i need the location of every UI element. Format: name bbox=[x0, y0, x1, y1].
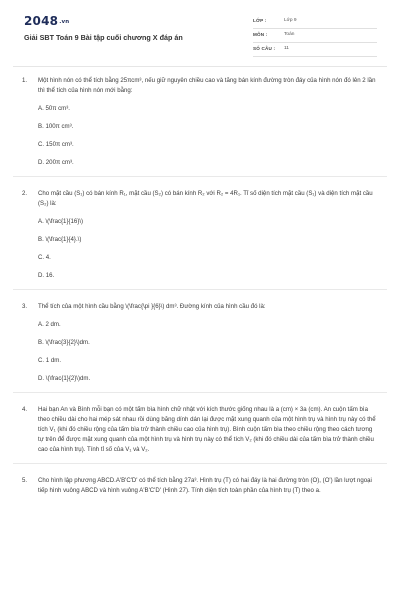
option-d[interactable]: D. 200π cm³. bbox=[38, 159, 74, 166]
question-2 bbox=[22, 189, 378, 281]
answer-options bbox=[38, 217, 378, 281]
option-c[interactable]: C. 1 dm. bbox=[38, 357, 62, 364]
option-a[interactable]: A. 2 dm. bbox=[38, 321, 61, 328]
answer-options bbox=[38, 320, 378, 384]
meta-row-subject bbox=[253, 31, 377, 43]
answer-options bbox=[38, 104, 378, 168]
question-1 bbox=[22, 76, 378, 168]
question-4 bbox=[22, 405, 378, 455]
option-a[interactable]: A. \(\frac{1}{16}\) bbox=[38, 218, 84, 225]
meta-value: 11 bbox=[284, 46, 289, 51]
question-stem: Một hình nón có thể tích bằng 25πcm³, nếu giữ nguyên chiều cao và tăng bán kính đường tròn đáy của hình nón đó lên 2 lần thì thể tích của hình nón mới bằng: bbox=[38, 77, 376, 94]
question-stem: Thể tích của một hình cầu bằng \(\frac{\pi }{6}\) dm³. Đường kính của hình cầu đó là: bbox=[38, 303, 266, 310]
meta-label: LỚP : bbox=[253, 18, 267, 23]
question-divider bbox=[13, 289, 387, 290]
option-b[interactable]: B. 100π cm³. bbox=[38, 123, 74, 130]
meta-value: Toán bbox=[284, 32, 295, 37]
meta-row-count bbox=[253, 45, 377, 57]
option-c[interactable]: C. 4. bbox=[38, 254, 51, 261]
header-divider bbox=[13, 66, 387, 67]
option-a[interactable]: A. 50π cm³. bbox=[38, 105, 70, 112]
question-divider bbox=[13, 392, 387, 393]
question-number: 4. bbox=[22, 406, 28, 413]
question-divider bbox=[13, 176, 387, 177]
site-logo[interactable] bbox=[24, 14, 69, 28]
question-stem: Hai bạn An và Bình mỗi bạn có một tấm bìa hình chữ nhật với kích thước giống nhau là a (cm) × 3a (cm). An cuộn tấm bìa theo chiều dài cho hai mép sát nhau rồi dùng băng dính dán lại được mặt xung quanh của một hình trụ và hình trụ này có thể tích V₁ (khi đó chiều rộng của tấm bìa trở thành chiều cao của hình trụ). Bình cuộn tấm bìa theo chiều rộng theo cách tương tự trên để được mặt xung quanh của một hình trụ và hình trụ này có thể tích V₂ (khi đó chiều dài của tấm bìa trở thành chiều cao của hình trụ). Tính tỉ số của V₁ và V₂. bbox=[38, 406, 376, 453]
meta-table bbox=[253, 17, 377, 59]
option-b[interactable]: B. \(\frac{1}{4}.\) bbox=[38, 236, 82, 243]
option-b[interactable]: B. \(\frac{3}{2}\)dm. bbox=[38, 339, 90, 346]
meta-value: Lớp 9 bbox=[284, 18, 297, 23]
question-divider bbox=[13, 463, 387, 464]
option-d[interactable]: D. 16. bbox=[38, 272, 55, 279]
question-stem: Cho hình lập phương ABCD.A'B'C'D' có thể tích bằng 27a³. Hình trụ (T) có hai đáy là hai đường tròn (O), (O') lần lượt ngoại tiếp hình vuông ABCD và hình vuông A'B'C'D' (Hình 27). Tính diện tích toàn phần của hình trụ (T) theo a. bbox=[38, 477, 372, 494]
option-d[interactable]: D. \(\frac{1}{2}\)dm. bbox=[38, 375, 91, 382]
header bbox=[0, 0, 400, 64]
meta-label: SỐ CÂU : bbox=[253, 46, 276, 51]
question-number: 2. bbox=[22, 190, 28, 197]
meta-row-class bbox=[253, 17, 377, 29]
question-list bbox=[0, 76, 400, 496]
logo-text: 2048 bbox=[24, 14, 59, 28]
logo-tld: .vn bbox=[59, 18, 70, 25]
question-3 bbox=[22, 302, 378, 384]
question-number: 5. bbox=[22, 477, 28, 484]
document-title: Giải SBT Toán 9 Bài tập cuối chương X đáp án bbox=[24, 33, 183, 42]
meta-label: MÔN : bbox=[253, 32, 268, 37]
option-c[interactable]: C. 150π cm³. bbox=[38, 141, 74, 148]
question-5 bbox=[22, 476, 378, 496]
question-number: 1. bbox=[22, 77, 28, 84]
question-number: 3. bbox=[22, 303, 28, 310]
question-stem: Cho mặt cầu (S₁) có bán kính R₁, mặt cầu (S₂) có bán kính R₂ với R₂ = 4R₁. Tỉ số diện tích mặt cầu (S₁) và diện tích mặt cầu (S₂) là: bbox=[38, 190, 373, 207]
